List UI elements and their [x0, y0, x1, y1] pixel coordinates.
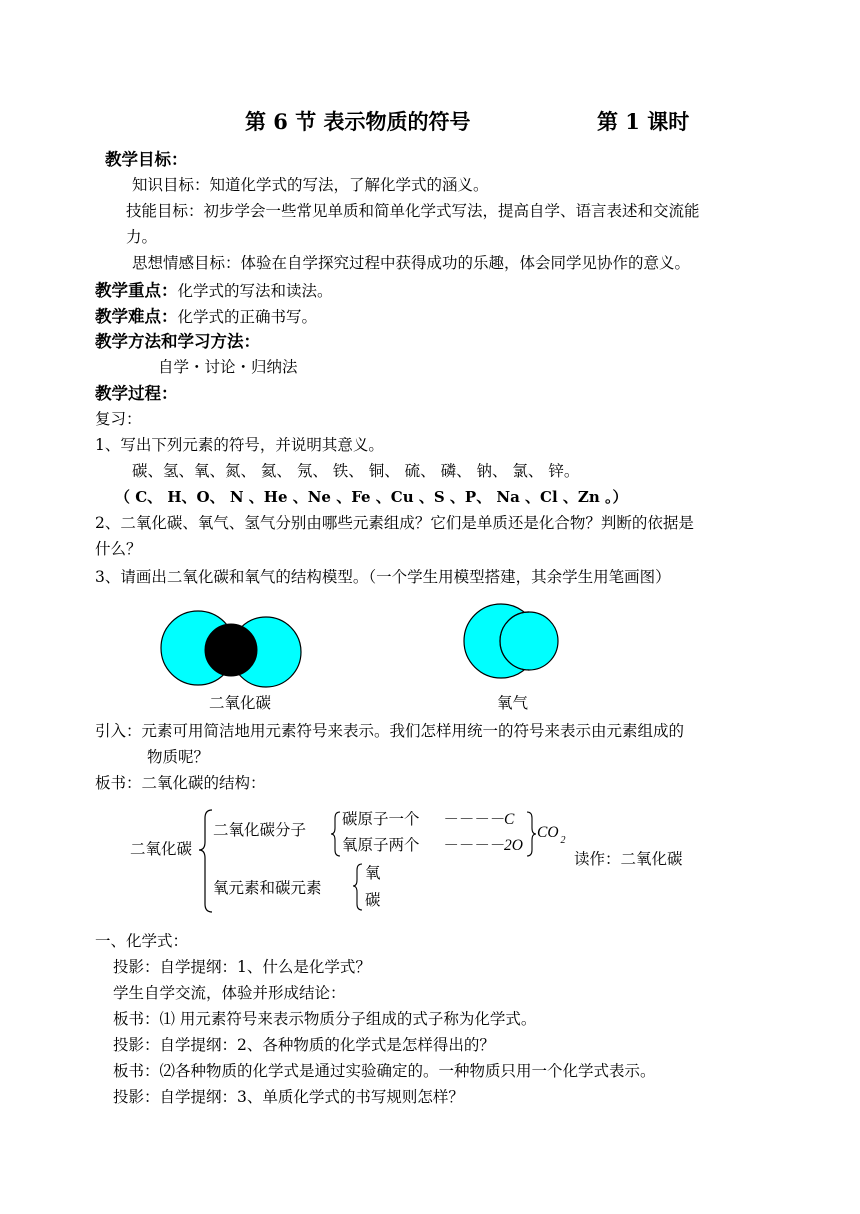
section-1-p3: 板书：⑴ 用元素符号来表示物质分子组成的式子称为化学式。 [113, 1010, 537, 1028]
intro-line1: 引入：元素可用简洁地用元素符号来表示。我们怎样用统一的符号来表示由元素组成的 [95, 722, 685, 740]
section-1-p1: 投影：自学提纲：1、什么是化学式？ [113, 958, 371, 976]
co2-carbon-atom [205, 624, 257, 676]
difficulty-text: 化学式的正确书写。 [177, 308, 318, 326]
structure-read-as: 读作：二氧化碳 [574, 850, 683, 868]
structure-element-carbon: 碳 [365, 891, 381, 909]
objectives-heading: 教学目标： [105, 150, 188, 169]
root-brace [199, 810, 212, 912]
structure-molecule: 二氧化碳分子 [213, 821, 307, 839]
structure-carbon-atom: 碳原子一个 [342, 810, 420, 828]
skill-objective-line1: 技能目标：初步学会一些常见单质和简单化学式写法，提高自学、语言表述和交流能 [126, 202, 700, 220]
formula-main: CO [537, 824, 559, 841]
o2-model [464, 604, 558, 678]
section-1-p6: 投影：自学提纲：3、单质化学式的书写规则怎样？ [113, 1088, 464, 1106]
structure-elements: 氧元素和碳元素 [213, 879, 322, 897]
structure-element-oxygen: 氧 [365, 864, 381, 882]
question-1: 1、写出下列元素的符号，并说明其意义。 [95, 436, 384, 454]
question-2-line2: 什么？ [95, 540, 142, 558]
emotion-objective: 思想情感目标：体验在自学探究过程中获得成功的乐趣，体会同学见协作的意义。 [132, 254, 691, 272]
elements-brace [353, 864, 362, 910]
element-symbols: （ C、 H、O、 N 、He 、Ne 、Fe 、Cu 、S 、P、 Na 、Cl 、Zn 。） [115, 488, 628, 506]
section-1-p4: 投影：自学提纲：2、各种物质的化学式是怎样得出的？ [113, 1036, 495, 1054]
section-1-p5: 板书：⑵各种物质的化学式是通过实验确定的。一种物质只用一个化学式表示。 [113, 1062, 656, 1080]
co2-model-label: 二氧化碳 [209, 694, 272, 712]
page-title: 第 6 节 表示物质的符号 [245, 109, 471, 134]
skill-objective-line2: 力。 [126, 228, 158, 246]
intro-line2: 物质呢？ [147, 748, 210, 766]
structure-formula [537, 824, 566, 846]
section-1-p2: 学生自学交流，体验并形成结论： [113, 984, 346, 1002]
formula-brace [527, 812, 536, 856]
formula-subscript: 2 [560, 835, 566, 846]
key-point-label: 教学重点： [95, 281, 178, 300]
lesson-label: 第 1 课时 [597, 109, 690, 134]
structure-oxygen-atom: 氧原子两个 [342, 836, 420, 854]
board-co2-structure: 板书：二氧化碳的结构： [95, 774, 266, 792]
structure-oxygen-symbol: －－－－2O [442, 837, 523, 854]
key-point-text: 化学式的写法和读法。 [177, 282, 333, 300]
knowledge-objective: 知识目标：知道化学式的写法，了解化学式的涵义。 [132, 176, 489, 194]
molecule-brace [331, 812, 340, 856]
structure-carbon-symbol: －－－－C [442, 811, 515, 828]
co2-model [161, 611, 301, 687]
difficulty-label: 教学难点： [95, 307, 178, 326]
structure-root: 二氧化碳 [130, 840, 193, 858]
question-2-line1: 2、二氧化碳、氧气、氢气分别由哪些元素组成？它们是单质还是化合物？判断的依据是 [95, 514, 694, 532]
review-label: 复习： [95, 410, 142, 428]
methods-label: 教学方法和学习方法： [95, 332, 260, 351]
process-label: 教学过程： [95, 384, 178, 403]
section-1-heading: 一、化学式： [95, 932, 189, 950]
element-names: 碳、氢、氧、氮、 氦、 氖、 铁、 铜、 硫、 磷、 钠、 氯、 锌。 [132, 462, 580, 480]
o2-model-label: 氧气 [497, 694, 529, 712]
question-3: 3、请画出二氧化碳和氧气的结构模型。（一个学生用模型搭建，其余学生用笔画图） [95, 568, 671, 586]
methods-text: 自学・讨论・归纳法 [158, 358, 298, 376]
